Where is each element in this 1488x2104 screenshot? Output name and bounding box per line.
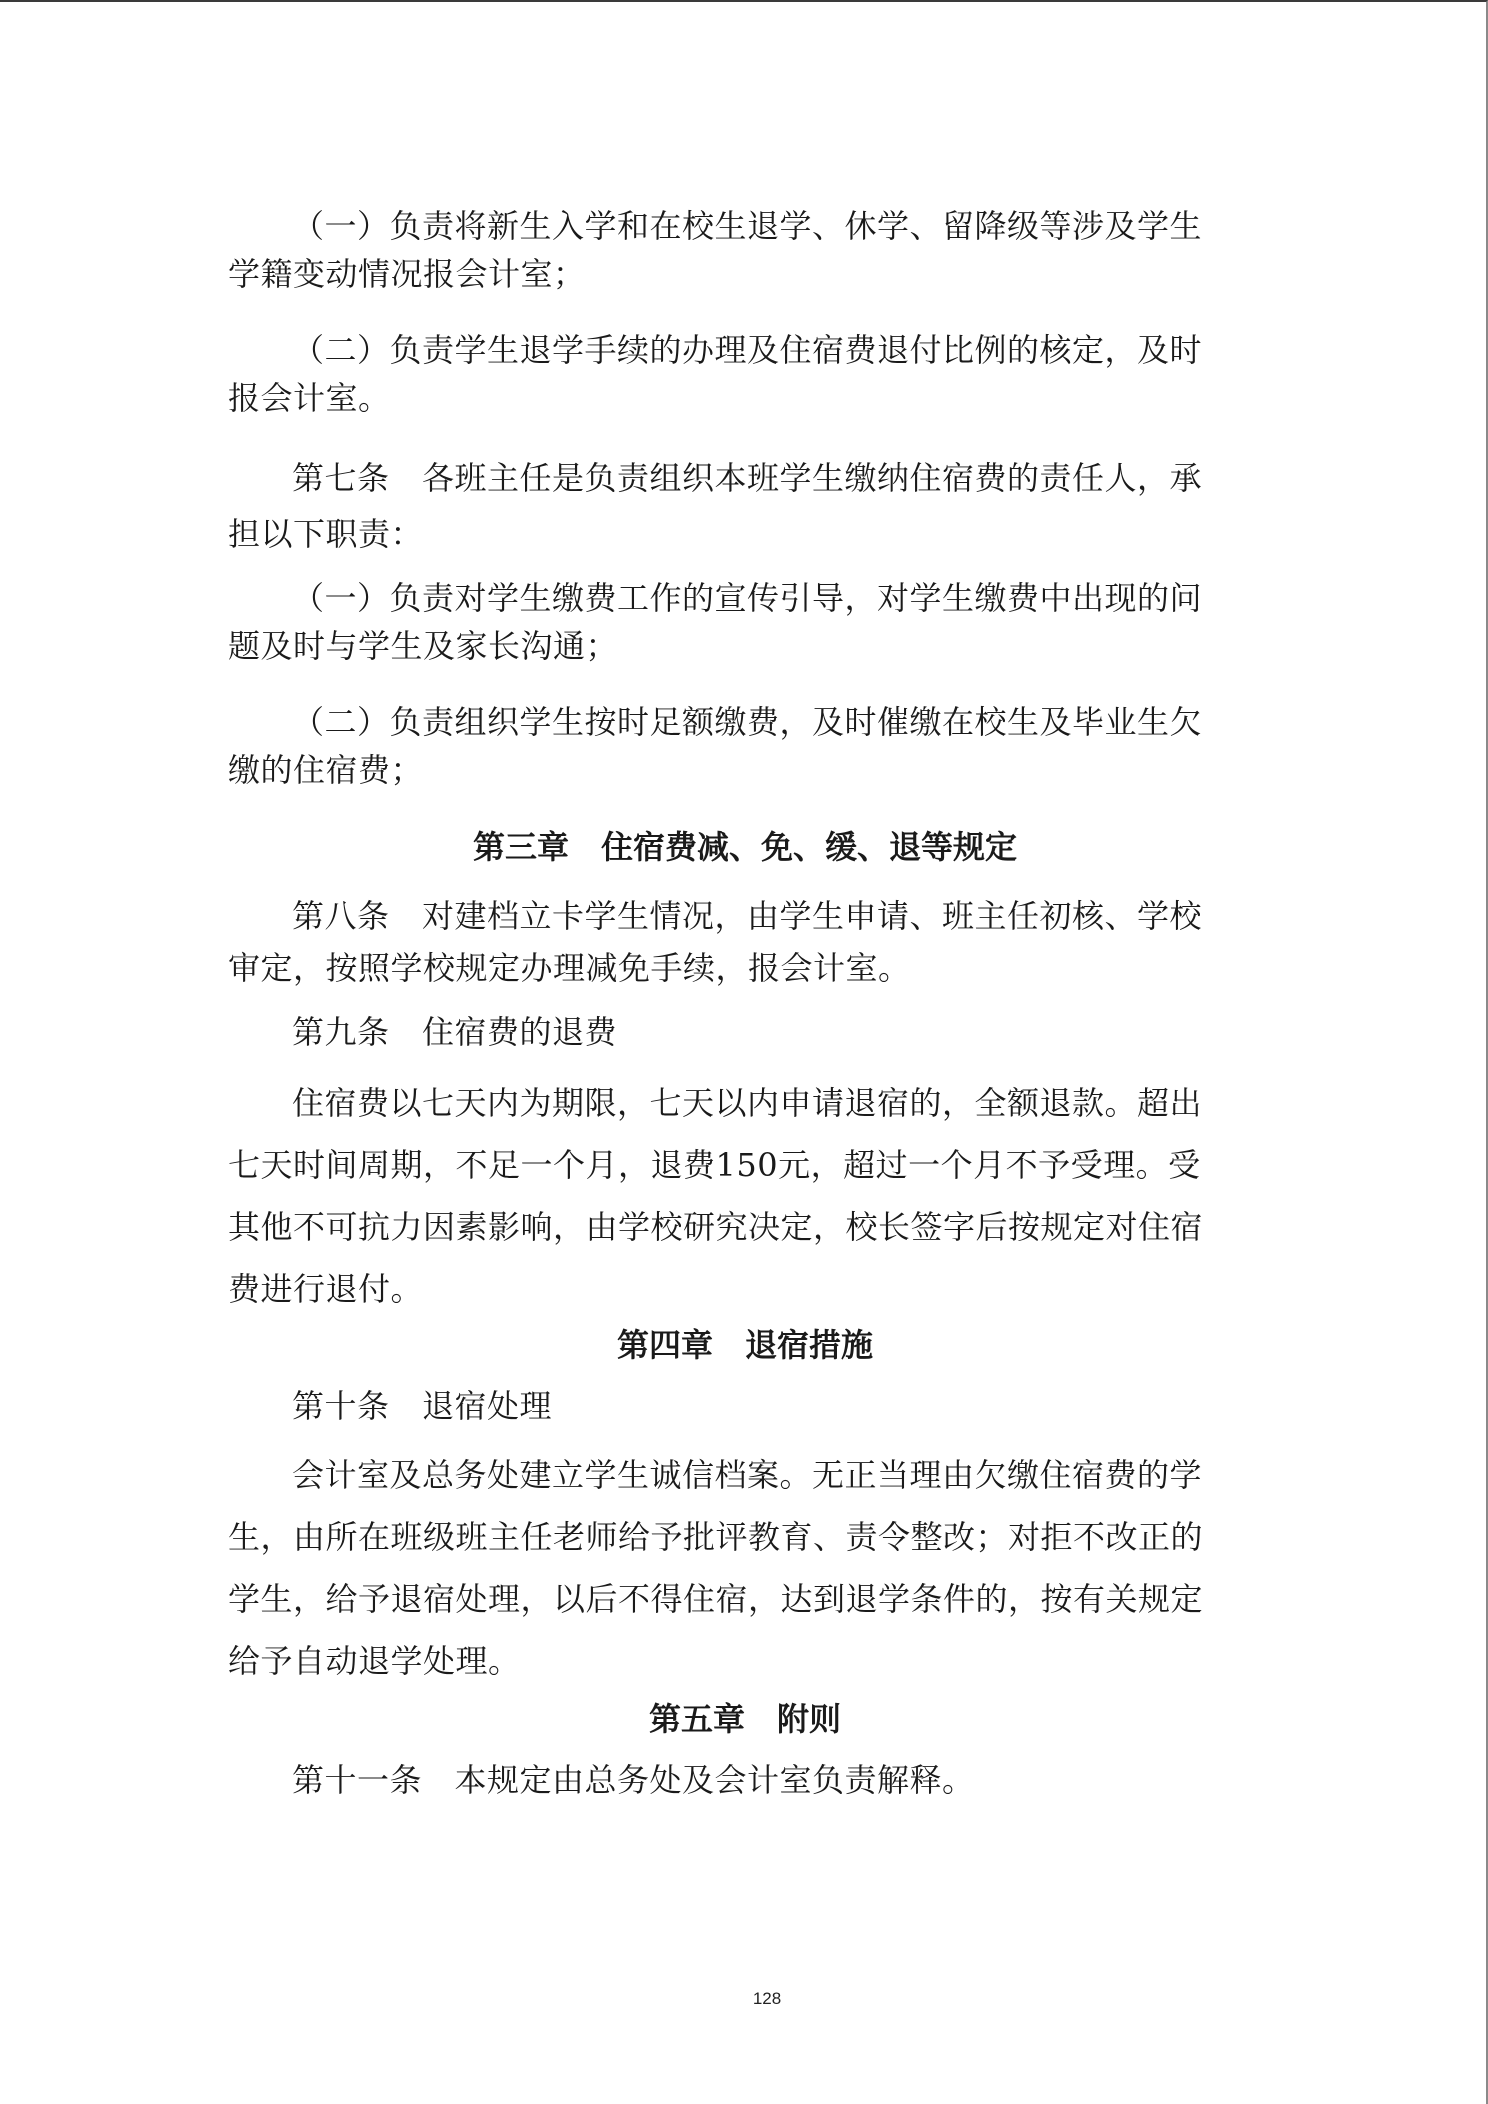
text-line: （一）负责对学生缴费工作的宣传引导，对学生缴费中出现的问 <box>292 579 1203 617</box>
chapter-3-heading: 第三章 住宿费减、免、缓、退等规定 <box>472 828 1017 866</box>
text-line: 第九条 住宿费的退费 <box>292 1013 618 1051</box>
paragraph-article-8 <box>228 890 1262 994</box>
text-line: 担以下职责： <box>228 515 424 553</box>
text-line: 其他不可抗力因素影响，由学校研究决定，校长签字后按规定对住宿 <box>228 1208 1204 1246</box>
page-number: 128 <box>752 1989 782 2008</box>
text-line: 第七条 各班主任是负责组织本班学生缴纳住宿费的责任人，承 <box>292 459 1203 497</box>
text-line: （二）负责组织学生按时足额缴费，及时催缴在校生及毕业生欠 <box>292 703 1203 741</box>
text-line: 会计室及总务处建立学生诚信档案。无正当理由欠缴住宿费的学 <box>292 1456 1203 1494</box>
paragraph-payment-organization <box>228 698 1262 794</box>
chapter-4-heading: 第四章 退宿措施 <box>616 1326 873 1364</box>
article-9-heading <box>228 1006 1262 1058</box>
text-line: 七天时间周期，不足一个月，退费150元，超过一个月不予受理。受 <box>228 1146 1201 1184</box>
text-line: 缴的住宿费； <box>228 751 424 789</box>
paragraph-article-9-body <box>228 1072 1262 1320</box>
text-line: 学籍变动情况报会计室； <box>228 255 586 293</box>
text-line: 学生，给予退宿处理，以后不得住宿，达到退学条件的，按有关规定 <box>228 1580 1204 1618</box>
text-line: （二）负责学生退学手续的办理及住宿费退付比例的核定，及时 <box>292 331 1203 369</box>
paragraph-withdrawal-procedure <box>228 326 1262 422</box>
text-line: 费进行退付。 <box>228 1270 424 1308</box>
paragraph-article-11 <box>228 1754 1262 1806</box>
text-line: 给予自动退学处理。 <box>228 1642 521 1680</box>
chapter-5-heading: 第五章 附则 <box>648 1700 841 1738</box>
paragraph-article-10-body <box>228 1444 1262 1692</box>
paragraph-promotion-guidance <box>228 574 1262 670</box>
text-line: 第十一条 本规定由总务处及会计室负责解释。 <box>292 1761 975 1799</box>
article-10-heading <box>228 1380 1262 1432</box>
text-line: 题及时与学生及家长沟通； <box>228 627 619 665</box>
text-line: 第八条 对建档立卡学生情况，由学生申请、班主任初核、学校 <box>292 897 1203 935</box>
paragraph-article-7 <box>228 450 1262 562</box>
text-line: 报会计室。 <box>228 379 391 417</box>
text-line: （一）负责将新生入学和在校生退学、休学、留降级等涉及学生 <box>292 207 1203 245</box>
text-line: 生，由所在班级班主任老师给予批评教育、责令整改；对拒不改正的 <box>228 1518 1204 1556</box>
text-line: 第十条 退宿处理 <box>292 1387 553 1425</box>
paragraph-student-status-report <box>228 202 1262 298</box>
text-line: 审定，按照学校规定办理减免手续，报会计室。 <box>228 949 911 987</box>
text-line: 住宿费以七天内为期限，七天以内申请退宿的，全额退款。超出 <box>292 1084 1203 1122</box>
